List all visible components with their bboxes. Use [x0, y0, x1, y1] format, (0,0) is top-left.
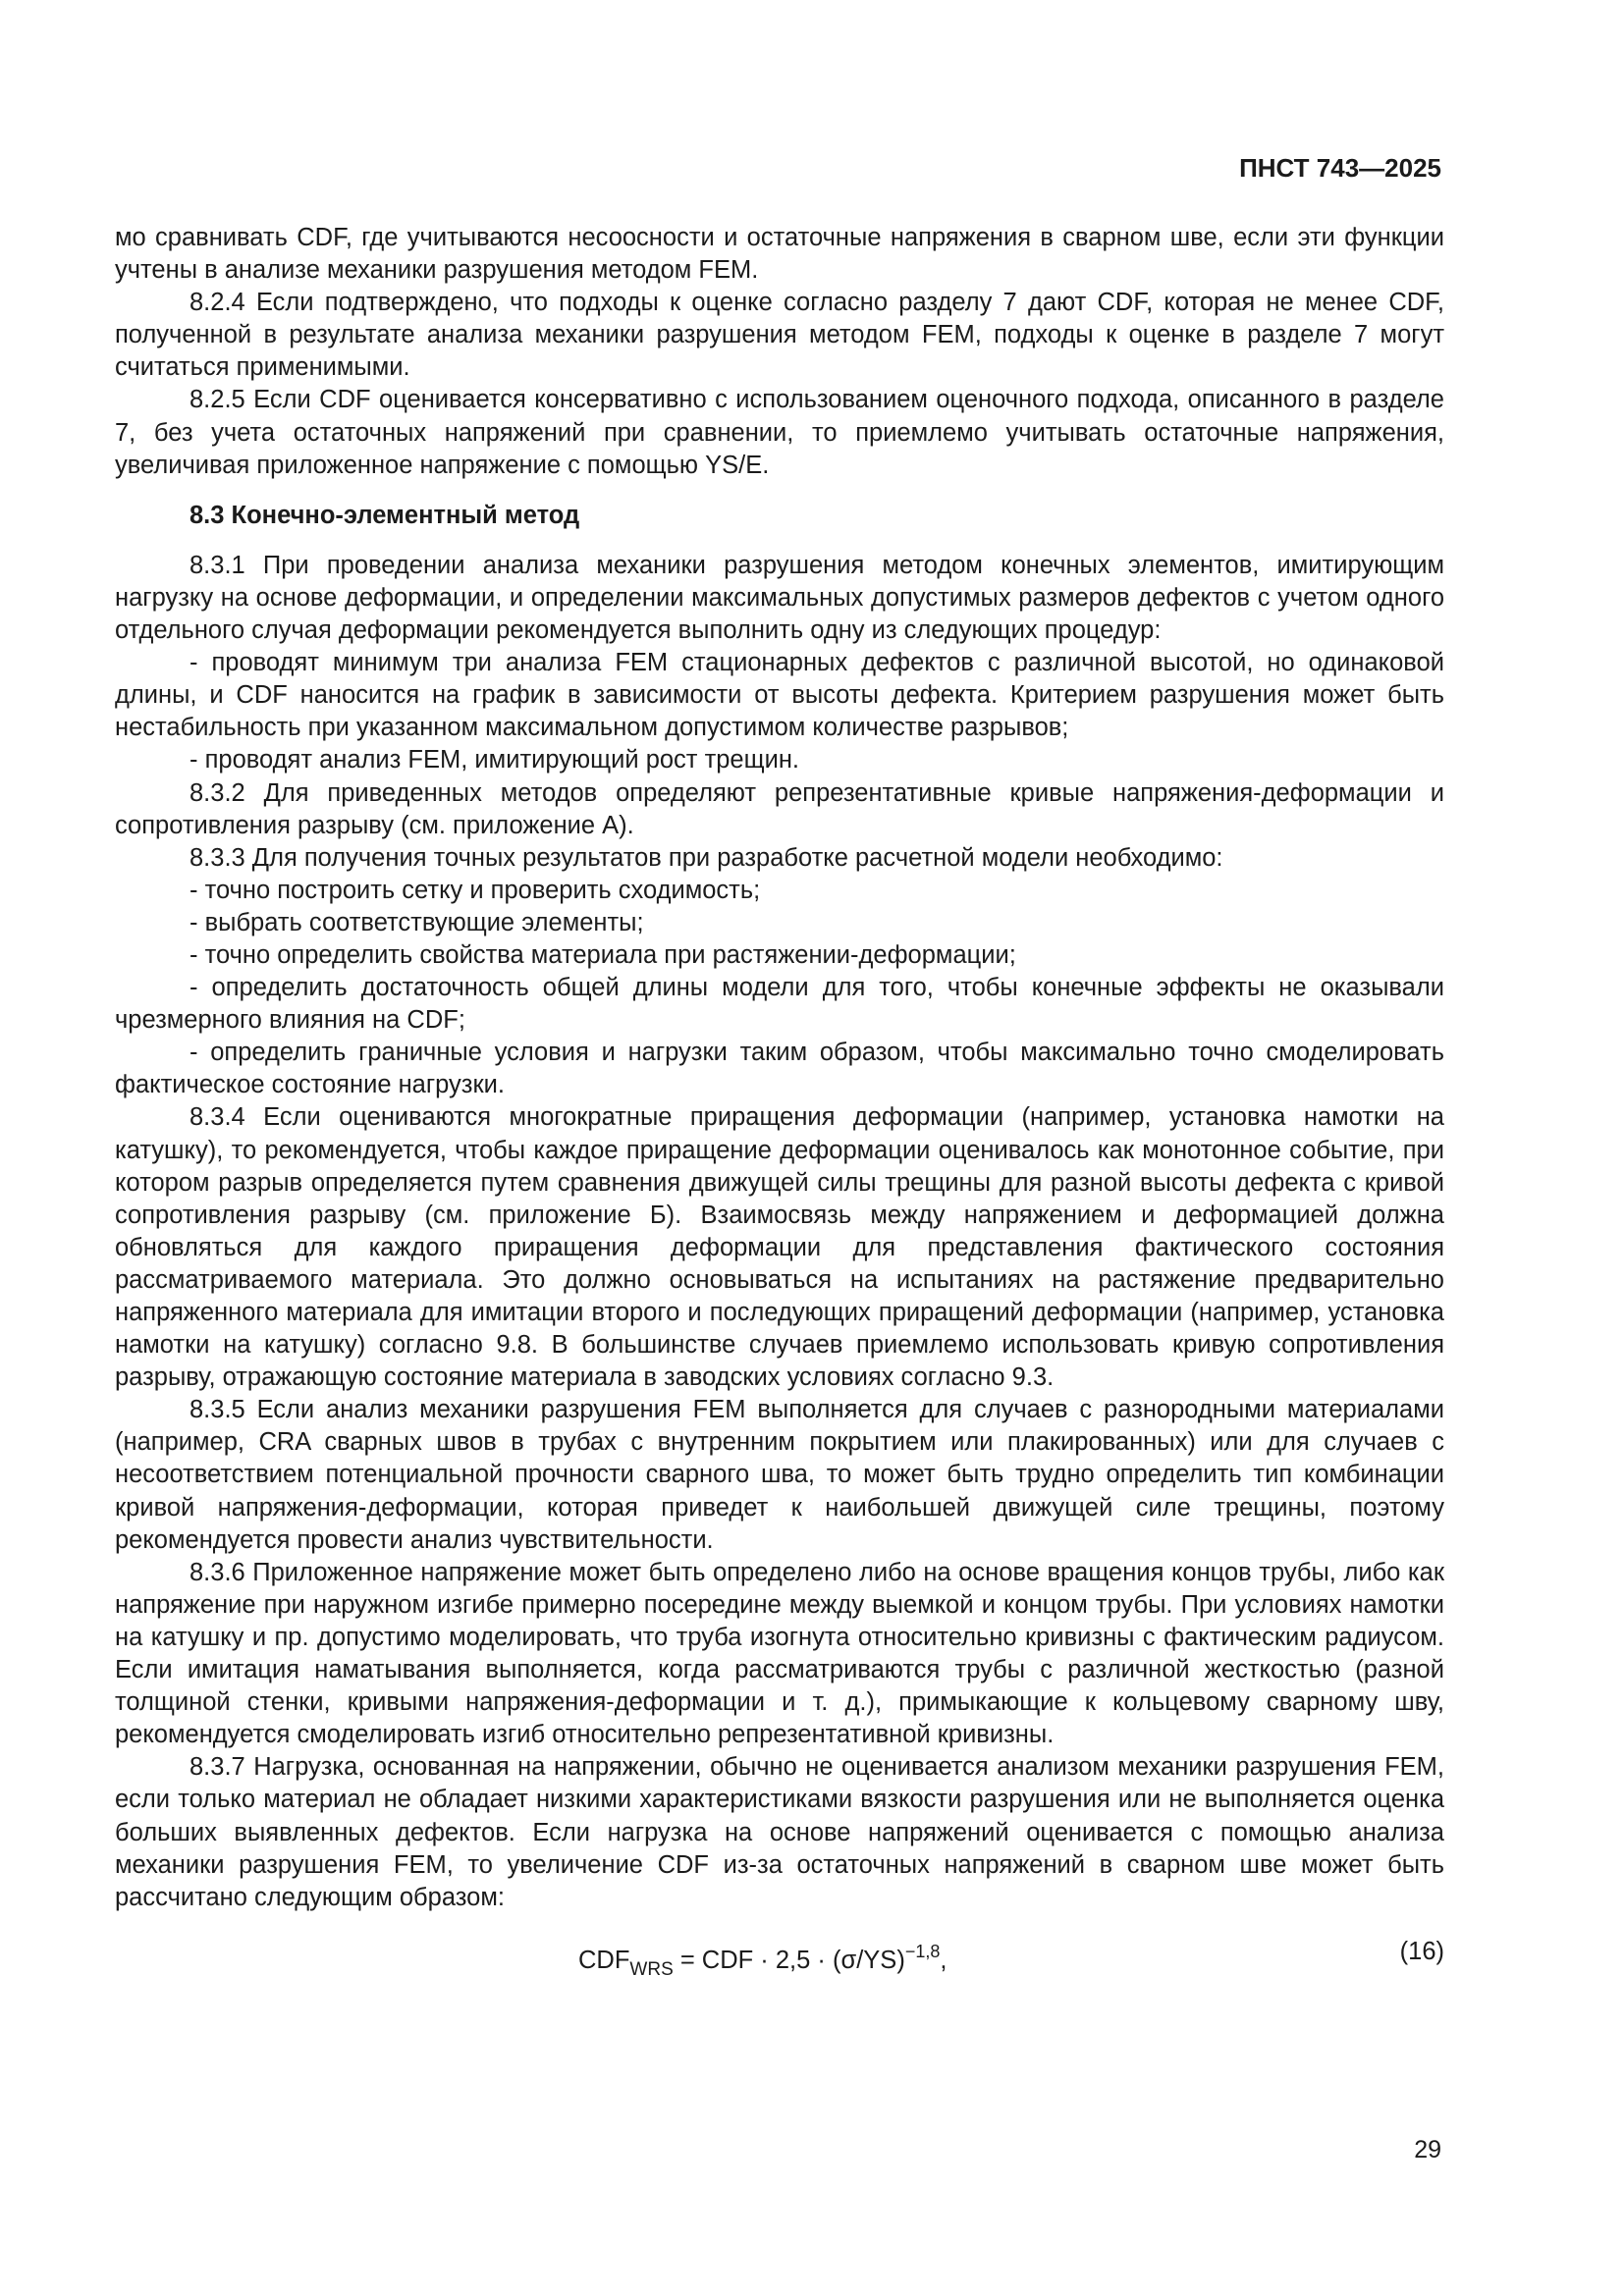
formula-16: [115, 1936, 1444, 1980]
paragraph: 8.3.4 Если оцениваются многократные приращения деформации (например, установка намотки на катушку), то рекомендуется, чтобы каждое приращение деформации оценивалось как монотонное событие, при котором разрыв определяется путем сравнения движущей силы трещины для разной высоты дефекта с кривой сопротивления разрыву (см. приложение Б). Взаимосвязь между напряжением и деформацией должна обновляться для каждого приращения деформации для представления фактического состояния рассматриваемого материала. Это должно основываться на испытаниях на растяжение предварительно напряженного материала для имитации второго и последующих приращений деформации (например, установка намотки на катушку) согласно 9.8. В большинстве случаев приемлемо использовать кривую сопротивления разрыву, отражающую состояние материала в заводских условиях согласно 9.3.: [115, 1103, 1444, 1392]
paragraph: 8.2.5 Если CDF оценивается консервативно с использованием оценочного подхода, описанного в разделе 7, без учета остаточных напряжений при сравнении, то приемлемо учитывать остаточные напряжения, увеличивая приложенное напряжение с помощью YS/E.: [115, 386, 1444, 479]
paragraph: 8.3.5 Если анализ механики разрушения FEM выполняется для случаев с разнородными материалами (например, CRA сварных швов в трубах с внутренним покрытием или плакированных) или для случаев с несоответствием потенциальной прочности сварного шва, то может быть трудно определить тип комбинации кривой напряжения-деформации, которая приведет к наибольшей движущей силе трещины, поэтому рекомендуется провести анализ чувствительности.: [115, 1396, 1444, 1554]
list-item: - определить граничные условия и нагрузки таким образом, чтобы максимально точно смоделировать фактическое состояние нагрузки.: [115, 1039, 1444, 1099]
paragraph: 8.3.3 Для получения точных результатов при разработке расчетной модели необходимо:: [189, 843, 1223, 872]
paragraph: 8.3.6 Приложенное напряжение может быть определено либо на основе вращения концов трубы, либо как напряжение при наружном изгибе примерно посередине между выемкой и концом трубы. При условиях намотки на катушку и пр. допустимо моделировать, что труба изогнута относительно кривизны с фактическим радиусом. Если имитация наматывания выполняется, когда рассматриваются трубы с различной жесткостью (разной толщиной стенки, кривыми напряжения-деформации и т. д.), примыкающие к кольцевому сварному шву, рекомендуется смоделировать изгиб относительно репрезентативной кривизны.: [115, 1558, 1444, 1749]
section-8-3-body: [115, 550, 1444, 1914]
section-8-2-continuation: [115, 222, 1444, 482]
paragraph: 8.3.2 Для приведенных методов определяют репрезентативные кривые напряжения-деформации и сопротивления разрыву (см. приложение А).: [115, 778, 1444, 839]
list-item: - точно построить сетку и проверить сходимость;: [189, 876, 761, 904]
paragraph: мо сравнивать CDF, где учитываются несоосности и остаточные напряжения в сварном шве, если эти функции учтены в анализе механики разрушения методом FEM.: [115, 224, 1444, 285]
list-item: - проводят анализ FEM, имитирующий рост трещин.: [189, 746, 800, 774]
formula-number: (16): [1399, 1937, 1444, 1965]
list-item: - точно определить свойства материала при растяжении-деформации;: [189, 940, 1016, 969]
paragraph: 8.3.7 Нагрузка, основанная на напряжении, обычно не оценивается анализом механики разрушения FEM, если только материал не обладает низкими характеристиками вязкости разрушения или не выполняется оценка больших выявленных дефектов. Если нагрузка на основе напряжений оценивается с помощью анализа механики разрушения FEM, то увеличение CDF из-за остаточных напряжений в сварном шве может быть рассчитано следующим образом:: [115, 1753, 1444, 1911]
list-item: - определить достаточность общей длины модели для того, чтобы конечные эффекты не оказывали чрезмерного влияния на CDF;: [115, 974, 1444, 1035]
paragraph: 8.3.1 При проведении анализа механики разрушения методом конечных элементов, имитирующим нагрузку на основе деформации, и определении максимальных допустимых размеров дефектов с учетом одного отдельного случая деформации рекомендуется выполнить одну из следующих процедур:: [115, 551, 1444, 645]
formula-expression: $CDF_{WRS}$ = CDF · $2,5 \cdot (\sigma/YS)^{-1,8}$,: [578, 1941, 947, 1980]
section-heading-8-3: 8.3 Конечно-элементный метод: [189, 501, 580, 529]
document-body: [115, 222, 1444, 1980]
page-number: 29: [1414, 2136, 1441, 2163]
list-item: - проводят минимум три анализа FEM стационарных дефектов с различной высотой, но одинаковой длины, и CDF наносится на график в зависимости от высоты дефекта. Критерием разрушения может быть нестабильность при указанном максимальном допустимом количестве разрывов;: [115, 649, 1444, 742]
paragraph: 8.2.4 Если подтверждено, что подходы к оценке согласно разделу 7 дают CDF, которая не менее CDF, полученной в результате анализа механики разрушения методом FEM, подходы к оценке в разделе 7 могут считаться применимыми.: [115, 289, 1444, 382]
document-code-header: ПНСТ 743—2025: [1239, 153, 1441, 183]
list-item: - выбрать соответствующие элементы;: [189, 908, 644, 936]
